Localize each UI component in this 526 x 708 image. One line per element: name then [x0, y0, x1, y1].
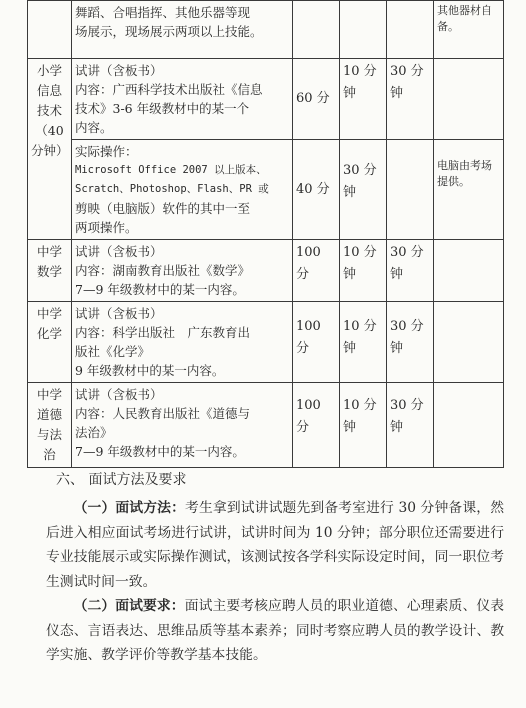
test-time-cell: 30 分钟 [387, 240, 434, 302]
note-cell [434, 302, 504, 383]
interview-method-paragraph [46, 496, 504, 594]
note-cell [434, 240, 504, 302]
table-row [28, 59, 504, 140]
prep-time-cell: 10 分钟 [340, 383, 387, 468]
exam-schedule-table [27, 0, 504, 468]
interview-requirements-paragraph [46, 594, 504, 668]
prep-time-cell: 30 分钟 [340, 140, 387, 240]
score-cell: 60 分 [293, 59, 340, 140]
table-row [28, 240, 504, 302]
paragraph-label: （二）面试要求： [73, 598, 185, 614]
section-heading: 六、 面试方法及要求 [56, 472, 187, 488]
table-row [28, 302, 504, 383]
subject-cell [28, 1, 72, 59]
subject-cell: 中学 数学 [28, 240, 72, 302]
table-row [28, 1, 504, 59]
content-cell: 试讲（含板书） 内容：科学出版社 广东教育出 版社《化学》 9 年级教材中的某一内容。 [72, 302, 293, 383]
paragraph-text: 面试主要考核应聘人员的职业道德、心理素质、仪表仪态、言语表达、思维品质等基本素养；同时考察应聘人员的教学设计、教学实施、教学评价等教学基本技能。 [46, 598, 505, 663]
test-time-cell [387, 140, 434, 240]
prep-time-cell [340, 1, 387, 59]
note-cell [434, 383, 504, 468]
score-cell [293, 1, 340, 59]
note-cell [434, 59, 504, 140]
prep-time-cell: 10 分钟 [340, 302, 387, 383]
paragraph-text: 考生拿到试讲试题先到备考室进行 30 分钟备课，然后进入相应面试考场进行试讲，试讲时间为 10 分钟；部分职位还需要进行专业技能展示或实际操作测试，该测试按各学科实际设定时间，同一职位考生测试时间一致。 [46, 500, 505, 590]
content-cell: 试讲（含板书） 内容：人民教育出版社《道德与 法治》 7—9 年级教材中的某一内容。 [72, 383, 293, 468]
score-cell: 100 分 [293, 383, 340, 468]
paragraph-label: （一）面试方法： [73, 500, 186, 516]
content-cell: 试讲（含板书） 内容：湖南教育出版社《数学》 7—9 年级教材中的某一内容。 [72, 240, 293, 302]
test-time-cell: 30 分钟 [387, 302, 434, 383]
note-cell: 其他器材自备。 [434, 1, 504, 59]
prep-time-cell: 10 分钟 [340, 240, 387, 302]
content-cell [72, 1, 293, 59]
subject-cell: 小学 信息 技术 （40 分钟） [28, 59, 72, 240]
subject-cell: 中学 道德 与法 治 [28, 383, 72, 468]
table-row [28, 383, 504, 468]
content-line: 场展示，现场展示两项以上技能。 [75, 24, 263, 39]
score-cell: 100 分 [293, 302, 340, 383]
score-cell: 100 分 [293, 240, 340, 302]
content-line: 舞蹈、合唱指挥、其他乐器等现 [75, 5, 251, 20]
prep-time-cell: 10 分钟 [340, 59, 387, 140]
content-cell: 试讲（含板书） 内容：广西科学技术出版社《信息 技术》3-6 年级教材中的某一个 内容。 [72, 59, 293, 140]
subject-cell: 中学 化学 [28, 302, 72, 383]
score-cell: 40 分 [293, 140, 340, 240]
content-cell: 实际操作： Microsoft Office 2007 以上版本、 Scratch、Photoshop、Flash、PR 或 剪映（电脑版）软件的其中一至 两项操作。 [72, 140, 293, 240]
table-row [28, 140, 504, 240]
test-time-cell: 30 分钟 [387, 383, 434, 468]
test-time-cell: 30 分钟 [387, 59, 434, 140]
note-cell: 电脑由考场提供。 [434, 140, 504, 240]
test-time-cell [387, 1, 434, 59]
